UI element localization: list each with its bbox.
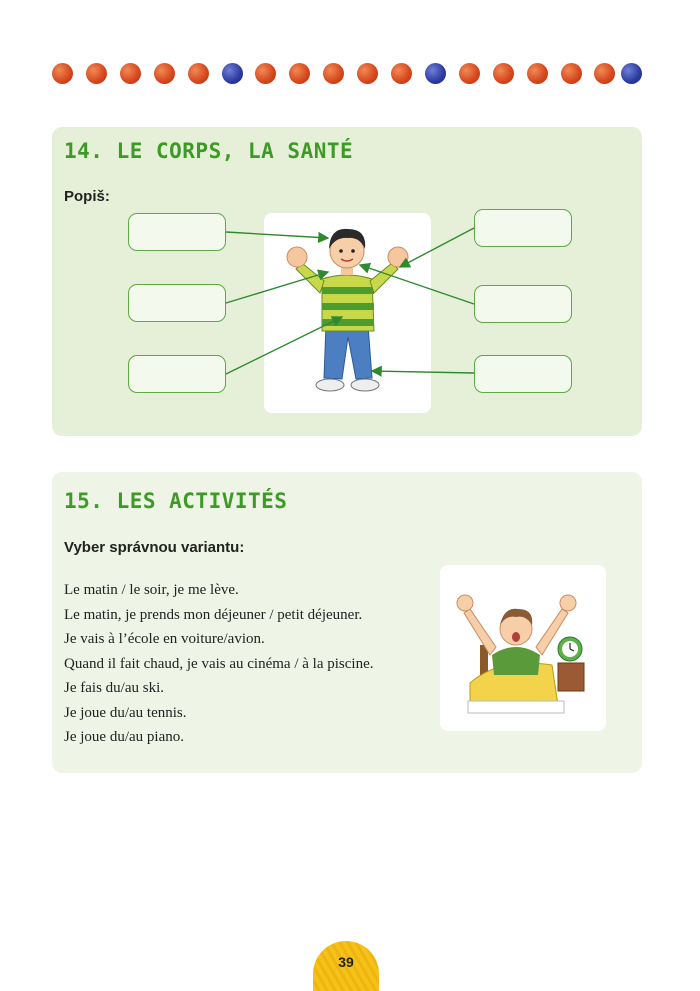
page-number-badge — [313, 941, 379, 991]
red-dot — [459, 63, 480, 84]
answer-box-left-middle[interactable] — [128, 284, 226, 322]
red-dot — [120, 63, 141, 84]
red-dot — [527, 63, 548, 84]
sentence-item: Le matin, je prends mon déjeuner / petit déjeuner. — [64, 606, 363, 623]
red-dot — [391, 63, 412, 84]
page-number: 39 — [338, 954, 354, 970]
answer-box-left-top[interactable] — [128, 213, 226, 251]
red-dot — [357, 63, 378, 84]
decorative-dot-row — [52, 63, 642, 87]
answer-box-right-bottom[interactable] — [474, 355, 572, 393]
answer-box-right-top[interactable] — [474, 209, 572, 247]
section-14-instruction: Popiš: — [64, 188, 110, 205]
waking-up-illustration — [440, 565, 606, 731]
sentence-item: Je joue du/au tennis. — [64, 704, 187, 721]
red-dot — [289, 63, 310, 84]
sentence-list — [64, 578, 373, 750]
waking-up-picture-frame — [440, 565, 606, 731]
section-15-instruction: Vyber správnou variantu: — [64, 539, 245, 556]
blue-dot — [425, 63, 446, 84]
sentence-item: Quand il fait chaud, je vais au cinéma / à la piscine. — [64, 655, 374, 672]
section-15-title: 15. LES ACTIVITÉS — [64, 489, 288, 513]
red-dot — [594, 63, 615, 84]
red-dot — [52, 63, 73, 84]
section-15-panel — [52, 472, 642, 773]
red-dot — [561, 63, 582, 84]
boy-illustration — [264, 213, 431, 413]
section-14-title: 14. LE CORPS, LA SANTÉ — [64, 139, 354, 163]
sentence-item: Je fais du/au ski. — [64, 680, 164, 696]
red-dot — [188, 63, 209, 84]
blue-dot — [621, 63, 642, 84]
sentence-item: Je joue du/au piano. — [64, 729, 184, 745]
blue-dot — [222, 63, 243, 84]
answer-box-right-middle[interactable] — [474, 285, 572, 323]
red-dot — [86, 63, 107, 84]
red-dot — [493, 63, 514, 84]
sentence-item: Le matin / le soir, je me lève. — [64, 582, 239, 598]
red-dot — [323, 63, 344, 84]
answer-box-left-bottom[interactable] — [128, 355, 226, 393]
sentence-item: Je vais à l’école en voiture/avion. — [64, 631, 265, 647]
red-dot — [255, 63, 276, 84]
boy-picture-frame — [264, 213, 431, 413]
red-dot — [154, 63, 175, 84]
section-14-panel — [52, 127, 642, 436]
